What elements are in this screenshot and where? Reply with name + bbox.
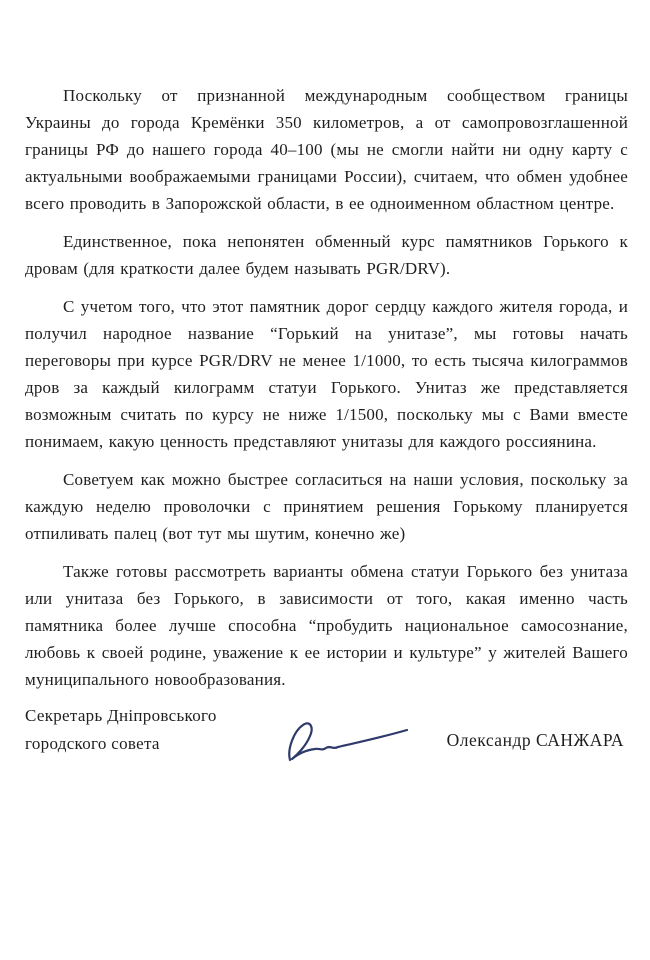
signature-stroke: [289, 723, 407, 760]
paragraph-3: С учетом того, что этот памятник дорог сердцу каждого жителя города, и получил народное название “Горький на унитазе”, мы готовы начать переговоры при курсе PGR/DRV не менее 1/1000, то есть тысяча килограммов дров за каждый килограмм статуи Горького. Унитаз же представляется возможным считать по курсу не ниже 1/1500, поскольку мы с Вами вместе понимаем, какую ценность представляют унитазы для каждого россиянина.: [25, 297, 628, 451]
handwritten-signature-image: [283, 716, 418, 768]
paragraph-5: Также готовы рассмотреть варианты обмена статуи Горького без унитаза или унитаза без Горького, в зависимости от того, какая именно часть памятника более лучше способна “пробудить национальное самосознание, любовь к своей родине, уважение к ее истории и культуре” у жителей Вашего муниципального новообразования.: [25, 562, 628, 689]
signer-title-line-2: городского совета: [25, 734, 160, 753]
paragraph-2: Единственное, пока непонятен обменный курс памятников Горького к дровам (для краткости далее будем называть PGR/DRV).: [25, 232, 628, 278]
signer-title-line-1: Секретарь Дніпровського: [25, 706, 217, 725]
signer-name: Олександр САНЖАРА: [446, 730, 624, 750]
paragraph-1: Поскольку от признанной международным сообществом границы Украины до города Кремёнки 350 километров, а от самопровозглашенной границы РФ до нашего города 40–100 (мы не смогли найти ни одну карту с актуальными воображаемыми границами России), считаем, что обмен удобнее всего проводить в Запорожской области, в ее одноименном областном центре.: [25, 86, 628, 213]
letter-body: [25, 82, 628, 704]
paragraph-4: Советуем как можно быстрее согласиться на наши условия, поскольку за каждую неделю проволочки с принятием решения Горькому планируется отпиливать палец (вот тут мы шутим, конечно же): [25, 470, 628, 543]
signer-title: [25, 702, 217, 758]
signature-block: [25, 702, 628, 772]
